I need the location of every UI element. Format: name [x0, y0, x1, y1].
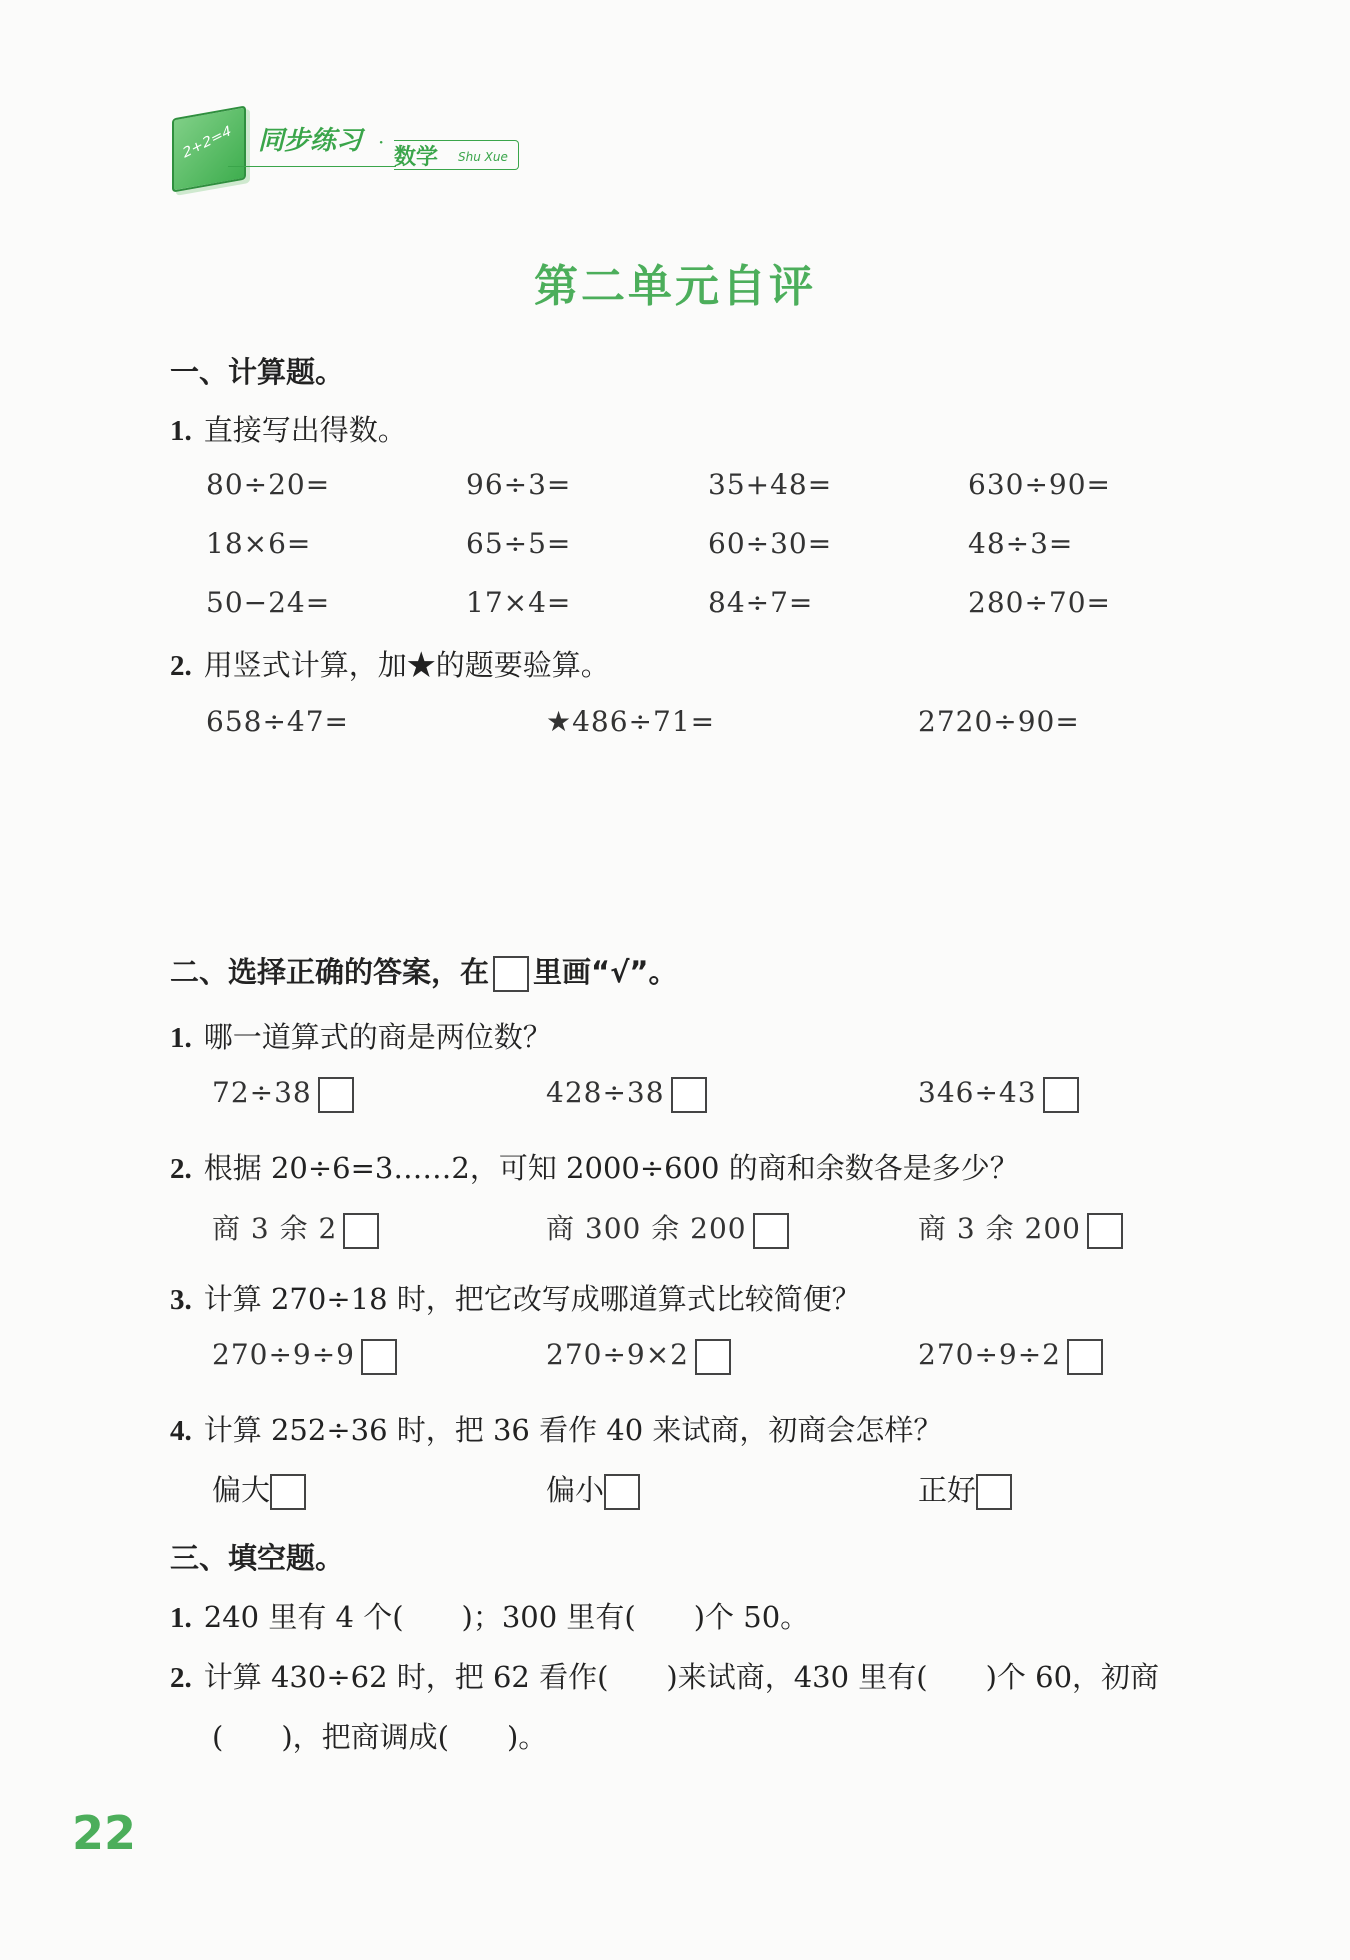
option-label: 270÷9÷9: [212, 1338, 355, 1371]
calc-r2-c2: 65÷5=: [466, 527, 572, 560]
s1-q2-number: 2.: [170, 650, 192, 682]
page-title: 第二单元自评: [534, 261, 816, 312]
answer-checkbox[interactable]: [1067, 1339, 1103, 1375]
s2-question-2: [170, 1146, 1019, 1187]
option-label: 正好: [918, 1473, 977, 1507]
answer-checkbox[interactable]: [361, 1339, 397, 1375]
answer-checkbox[interactable]: [976, 1474, 1012, 1510]
calc-r1-c4: 630÷90=: [968, 468, 1111, 501]
answer-checkbox[interactable]: [1043, 1077, 1079, 1113]
calc-r2-c1: 18×6=: [206, 527, 312, 560]
s1-q1-text: 直接写出得数。: [203, 413, 407, 447]
calc-r3-c3: 84÷7=: [708, 586, 814, 619]
option-label: 偏大: [212, 1473, 271, 1507]
badge-underline: [228, 166, 396, 167]
answer-checkbox[interactable]: [695, 1339, 731, 1375]
calc-r1-c1: 80÷20=: [206, 468, 331, 501]
s2-q1-text: 哪一道算式的商是两位数？: [203, 1020, 552, 1054]
s3-q2-continuation: ( )，把商调成( )。: [212, 1720, 548, 1754]
option-label: 270÷9÷2: [918, 1338, 1061, 1371]
calc-r3-c1: 50−24=: [206, 586, 331, 619]
s2-q1-option-b: [546, 1076, 707, 1113]
s2-q4-text: 计算 252÷36 时，把 36 看作 40 来试商，初商会怎样？: [203, 1413, 943, 1447]
vertical-calc-1: 658÷47=: [206, 705, 349, 738]
s3-q2-number: 2.: [170, 1662, 192, 1694]
s2-question-4: [170, 1408, 942, 1449]
option-label: 72÷38: [212, 1076, 312, 1109]
section-3-heading: 三、填空题。: [170, 1541, 345, 1575]
s2-q3-option-c: [918, 1338, 1103, 1375]
vertical-calc-2: ★486÷71=: [546, 705, 716, 738]
option-label: 270÷9×2: [546, 1338, 689, 1371]
series-badge: [168, 100, 520, 190]
badge-dot: ·: [378, 130, 385, 154]
s2-question-3: [170, 1277, 861, 1318]
s2-q3-option-b: [546, 1338, 731, 1375]
answer-checkbox[interactable]: [343, 1213, 379, 1249]
s2-q1-number: 1.: [170, 1022, 192, 1054]
s1-question-1: [170, 408, 407, 449]
subject-pinyin: Shu Xue: [458, 150, 508, 164]
calc-r2-c4: 48÷3=: [968, 527, 1074, 560]
section-2-heading: [170, 950, 677, 992]
s2-q4-option-a: [212, 1468, 306, 1510]
s2-q1-option-a: [212, 1076, 354, 1113]
option-label: 偏小: [546, 1473, 605, 1507]
calc-r3-c2: 17×4=: [466, 586, 572, 619]
answer-checkbox[interactable]: [753, 1213, 789, 1249]
s2-q2-number: 2.: [170, 1153, 192, 1185]
option-label: 商 3 余 200: [918, 1212, 1081, 1245]
s2-q3-option-a: [212, 1338, 397, 1375]
s2-q1-option-c: [918, 1076, 1079, 1113]
option-label: 商 3 余 2: [212, 1212, 338, 1245]
s2-q2-option-b: [546, 1207, 789, 1249]
sample-checkbox-icon: [493, 956, 529, 992]
s1-question-2: [170, 643, 610, 684]
s2-q4-option-c: [918, 1468, 1012, 1510]
option-label: 428÷38: [546, 1076, 665, 1109]
s3-q1-number: 1.: [170, 1602, 192, 1634]
series-title: 同步练习: [258, 126, 363, 156]
calc-r1-c3: 35+48=: [708, 468, 833, 501]
vertical-calc-3: 2720÷90=: [918, 705, 1080, 738]
calc-r1-c2: 96÷3=: [466, 468, 572, 501]
s2-heading-part2: 里画“√”。: [533, 955, 678, 989]
answer-checkbox[interactable]: [318, 1077, 354, 1113]
blackboard-icon: [172, 105, 246, 192]
s3-q2-text: 计算 430÷62 时，把 62 看作( )来试商，430 里有( )个 60，初商: [203, 1660, 1160, 1694]
blackboard-text: 2+2=4: [180, 123, 234, 162]
s2-q4-number: 4.: [170, 1415, 192, 1447]
answer-checkbox[interactable]: [671, 1077, 707, 1113]
subject-label: 数学: [394, 145, 439, 170]
s1-q2-text: 用竖式计算，加★的题要验算。: [203, 648, 610, 682]
answer-checkbox[interactable]: [270, 1474, 306, 1510]
s2-question-1: [170, 1015, 552, 1056]
s3-question-1: [170, 1595, 809, 1636]
s3-question-2: [170, 1655, 1159, 1696]
s2-q3-text: 计算 270÷18 时，把它改写成哪道算式比较简便？: [203, 1282, 861, 1316]
s2-q2-option-c: [918, 1207, 1123, 1249]
s2-q3-number: 3.: [170, 1284, 192, 1316]
option-label: 商 300 余 200: [546, 1212, 747, 1245]
answer-checkbox[interactable]: [604, 1474, 640, 1510]
s2-q4-option-b: [546, 1468, 640, 1510]
s2-q2-text: 根据 20÷6=3……2，可知 2000÷600 的商和余数各是多少？: [203, 1151, 1019, 1185]
section-1-heading: 一、计算题。: [170, 355, 345, 389]
answer-checkbox[interactable]: [1087, 1213, 1123, 1249]
calc-r3-c4: 280÷70=: [968, 586, 1111, 619]
s1-q1-number: 1.: [170, 415, 192, 447]
s3-q1-text: 240 里有 4 个( )；300 里有( )个 50。: [203, 1600, 810, 1634]
calc-r2-c3: 60÷30=: [708, 527, 833, 560]
page-number: 22: [72, 1806, 137, 1860]
s2-heading-part1: 二、选择正确的答案，在: [170, 955, 490, 989]
s2-q2-option-a: [212, 1207, 379, 1249]
option-label: 346÷43: [918, 1076, 1037, 1109]
